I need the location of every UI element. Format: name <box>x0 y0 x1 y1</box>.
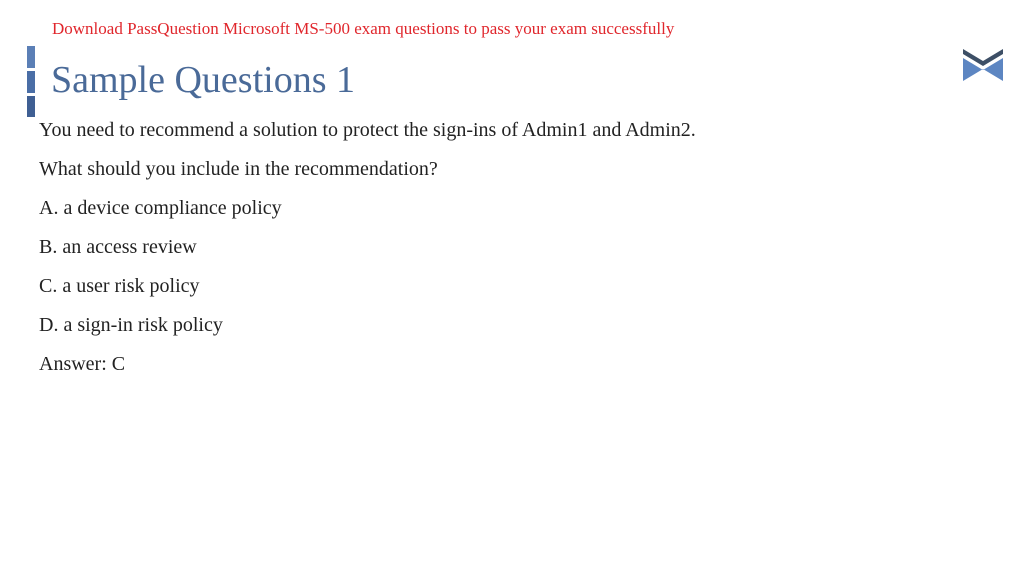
slide-title: Sample Questions 1 <box>51 59 355 101</box>
option-a: A. a device compliance policy <box>39 197 282 219</box>
option-d: D. a sign-in risk policy <box>39 314 223 336</box>
accent-bar <box>27 46 35 117</box>
download-banner-link[interactable]: Download PassQuestion Microsoft MS-500 exam questions to pass your exam successfully <box>52 19 675 38</box>
accent-bar-segment <box>27 71 35 93</box>
question-stem: You need to recommend a solution to protect the sign-ins of Admin1 and Admin2. <box>39 119 696 141</box>
chevron-logo-icon <box>963 49 1003 83</box>
accent-bar-segment <box>27 46 35 68</box>
question-body <box>39 117 696 390</box>
option-c: C. a user risk policy <box>39 275 200 297</box>
accent-bar-segment <box>27 96 35 117</box>
answer-line: Answer: C <box>39 353 126 375</box>
question-prompt: What should you include in the recommendation? <box>39 158 438 180</box>
option-b: B. an access review <box>39 236 197 258</box>
